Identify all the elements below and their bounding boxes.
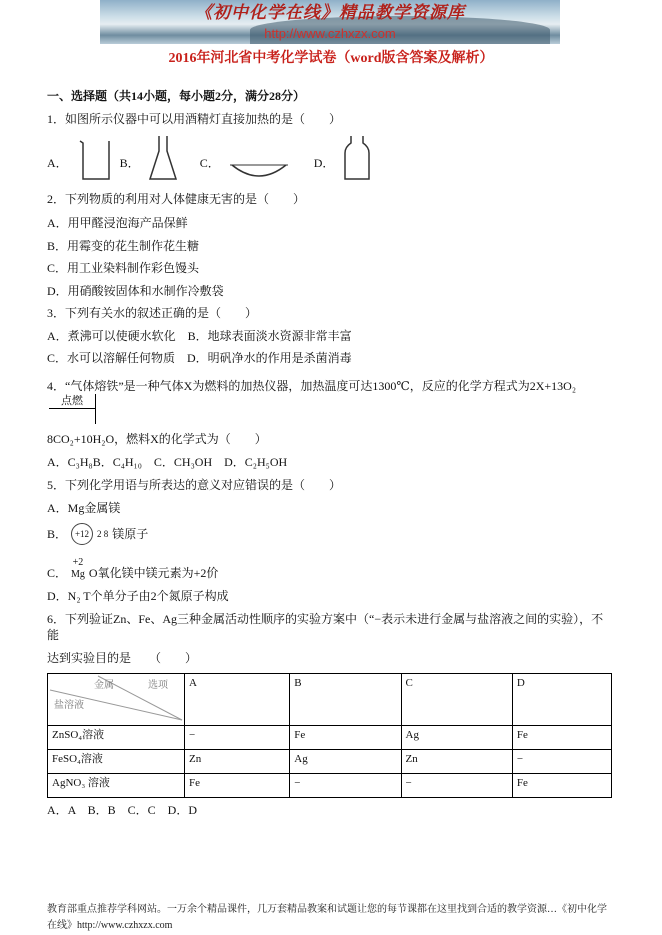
cell: Fe: [185, 774, 290, 798]
questions-4-6: [47, 378, 612, 825]
q5-option-d: D．N₂ T个单分子由2个氮原子构成: [47, 589, 229, 603]
q2-option-c: C．用工业染料制作彩色馒头: [47, 261, 200, 275]
header-b: B: [290, 674, 401, 726]
q3-options-cd: C．水可以溶解任何物质 D．明矾净水的作用是杀菌消毒: [47, 351, 352, 365]
q5-c-label: C．: [47, 566, 68, 580]
q2-option-b: B．用霉变的花生制作花生糖: [47, 239, 200, 253]
q4-stem: 4．“气体熔铁”是一种气体X为燃料的加热仪器，加热温度可达1300℃，反应的化学方程式为2X+13O₂: [47, 379, 577, 393]
cell: Ag: [290, 750, 401, 774]
banner-url[interactable]: http://www.czhxzx.com: [264, 26, 396, 41]
cell: −: [185, 726, 290, 750]
banner-title: 《初中化学在线》精品教学资源库: [195, 3, 465, 22]
condition-ignite: 点燃: [49, 394, 95, 409]
page-footer: [47, 902, 617, 934]
cell: Zn: [185, 750, 290, 774]
q5-option-c: [47, 557, 612, 581]
atom-nucleus: +12: [71, 523, 93, 545]
q1-label-d: D．: [313, 156, 335, 170]
valence-charge: +2: [72, 557, 84, 568]
cell: Ag: [401, 726, 512, 750]
q1-options: [47, 133, 372, 183]
q5-stem: 5．下列化学用语与所表达的意义对应错误的是（ ）: [47, 478, 342, 492]
conical-flask-icon: [148, 133, 178, 183]
row-label: ZnSO₄溶液: [48, 726, 185, 750]
table-row: [48, 750, 612, 774]
table-row: [48, 774, 612, 798]
q1-label-b: B．: [119, 156, 140, 170]
header-a: A: [185, 674, 290, 726]
cell: −: [290, 774, 401, 798]
q5-option-b: [47, 523, 612, 545]
q4-options: A．C₃H₈B．C₄H₁₀ C．CH₃OH D．C₂H₅OH: [47, 455, 288, 469]
q5-b-label: B．: [47, 527, 68, 541]
cell: Fe: [290, 726, 401, 750]
beaker-icon: [76, 135, 112, 183]
q5-c-text: O氧化镁中镁元素为+2价: [88, 566, 219, 580]
q6-answers: A．A B．B C．C D．D: [47, 803, 198, 817]
reaction-condition: [49, 394, 96, 424]
valence-notation: [71, 557, 85, 581]
footer-line-2[interactable]: 在线》http://www.czhxzx.com: [47, 920, 173, 931]
q3-stem: 3．下列有关水的叙述正确的是（ ）: [47, 306, 258, 320]
q1-label-a: A．: [47, 156, 68, 170]
footer-line-1: 教育部重点推荐学科网站。一万余个精品课件，几万套精品教案和试题让您的每节课都在这里找到合适的教学资源…《初中化学: [47, 904, 607, 915]
q6-stem: 6．下列验证Zn、Fe、Ag三种金属活动性顺序的实验方案中（“−表示未进行金属与盐溶液之间的实验），不能: [47, 612, 604, 642]
row-label: FeSO₄溶液: [48, 750, 185, 774]
table-row: [48, 726, 612, 750]
q2-option-d: D．用硝酸铵固体和水制作冷敷袋: [47, 284, 224, 298]
header-d: D: [512, 674, 611, 726]
table-header-row: [48, 674, 612, 726]
row-label: AgNO₃ 溶液: [48, 774, 185, 798]
cell: −: [401, 774, 512, 798]
q4-stem-line: [47, 378, 612, 424]
q6-table: [47, 673, 612, 798]
site-banner[interactable]: [100, 0, 560, 44]
q1-label-c: C．: [199, 156, 220, 170]
diag-option: 选项: [148, 680, 168, 691]
diag-solution: 盐溶液: [54, 700, 84, 711]
q1-stem: 1．如图所示仪器中可以用酒精灯直接加热的是（ ）: [47, 112, 342, 126]
electron-shells: 2 8: [97, 529, 109, 539]
q3-options-ab: A．煮沸可以使硬水软化 B．地球表面淡水资源非常丰富: [47, 329, 352, 343]
q4-stem-cont: 8CO₂+10H₂O，燃料X的化学式为（ ）: [47, 432, 267, 446]
q2-stem: 2．下列物质的利用对人体健康无害的是（ ）: [47, 192, 306, 206]
section-heading: 一、选择题（共14小题，每小题2分，满分28分）: [47, 89, 306, 103]
cell: Fe: [512, 726, 611, 750]
evaporating-dish-icon: [228, 159, 290, 183]
header-c: C: [401, 674, 512, 726]
diag-metal: 金属: [94, 680, 114, 691]
valence-symbol: Mg: [71, 569, 85, 580]
q6-stem-cont: 达到实验目的是 （ ）: [47, 651, 198, 665]
document-title: 2016年河北省中考化学试卷（word版含答案及解析）: [168, 51, 494, 66]
cell: Fe: [512, 774, 611, 798]
q5-b-text: 镁原子: [112, 527, 149, 541]
cell: Zn: [401, 750, 512, 774]
diagonal-header-cell: [48, 674, 185, 726]
gas-jar-icon: [342, 133, 372, 183]
cell: −: [512, 750, 611, 774]
q2-option-a: A．用甲醛浸泡海产品保鲜: [47, 216, 188, 230]
q5-option-a: A．Mg金属镁: [47, 501, 121, 515]
